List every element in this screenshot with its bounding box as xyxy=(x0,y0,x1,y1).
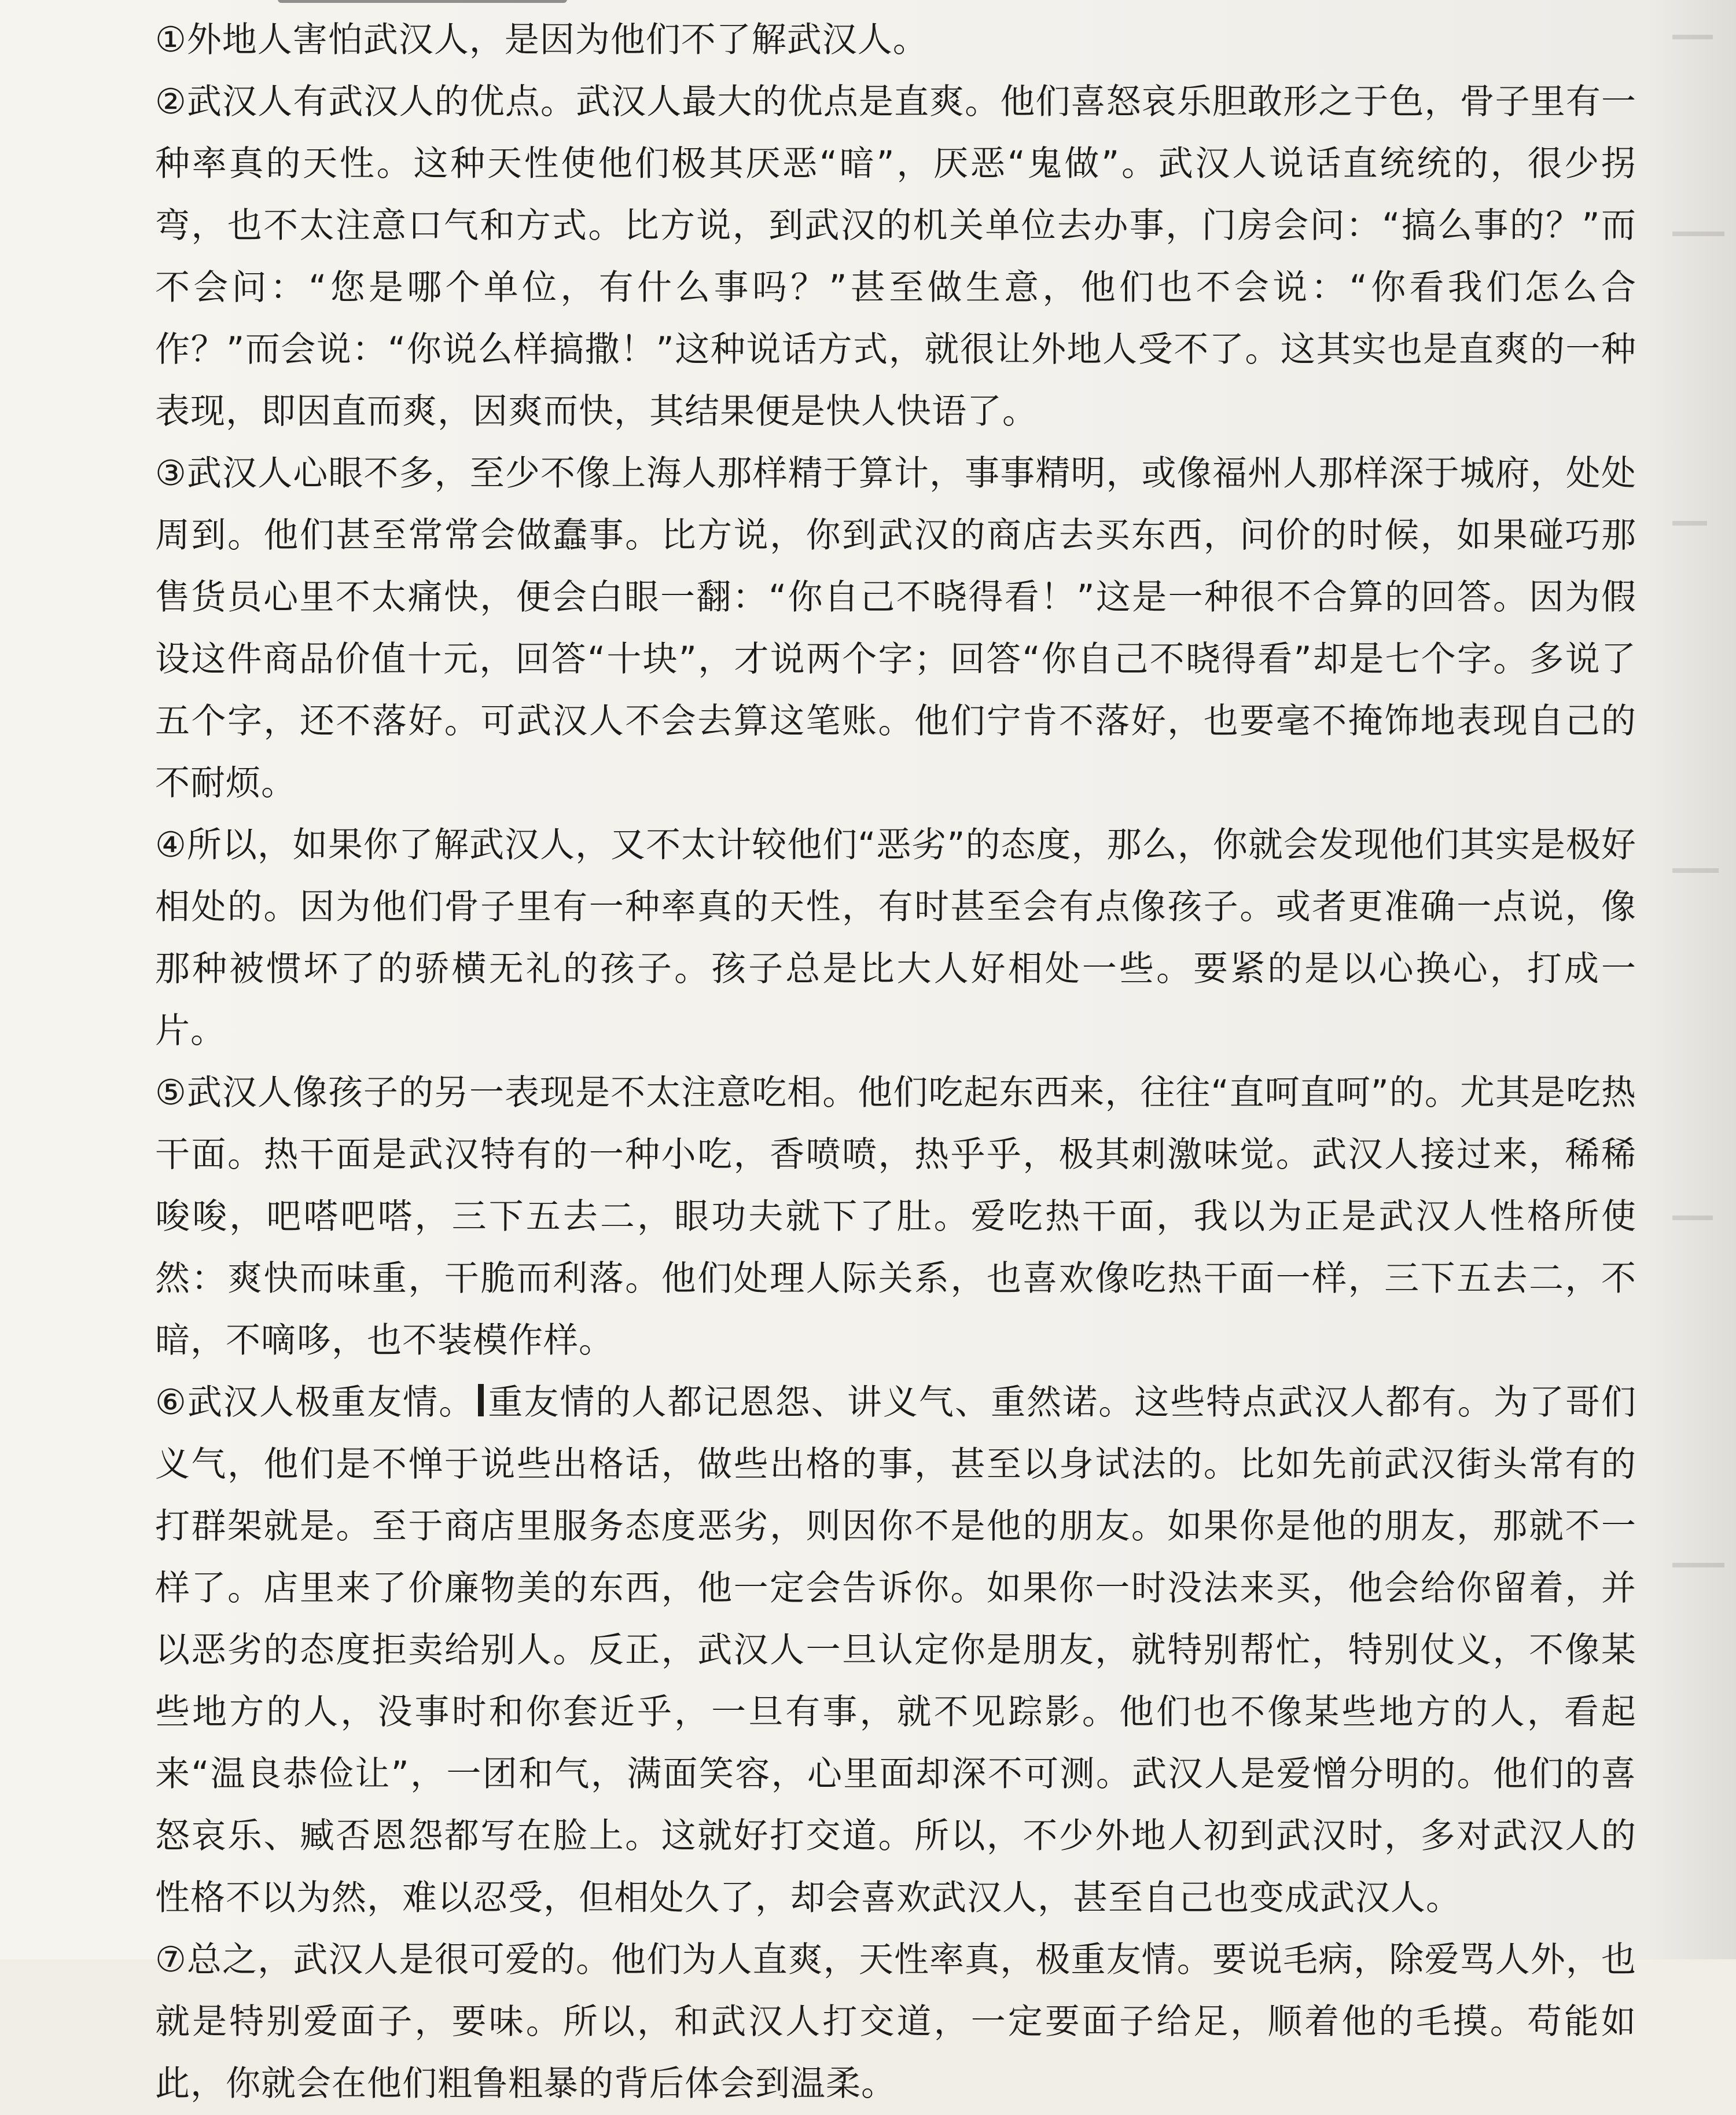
bleed-line xyxy=(1672,868,1719,873)
paragraph-5: ⑤武汉人像孩子的另一表现是不太注意吃相。他们吃起东西来，往往“直呵直呵”的。尤其是吃热干面。热干面是武汉特有的一种小吃，香喷喷，热乎乎，极其刺激味觉。武汉人接过来，稀稀唆唆，吧嗒吧嗒，三下五去二，眼功夫就下了肚。爱吃热干面，我以为正是武汉人性格所使然：爽快而味重，干脆而利落。他们处理人际关系，也喜欢像吃热干面一样，三下五去二，不暗，不嘀哆，也不装模作样。 xyxy=(155,1073,1636,1361)
paragraph-3: ③武汉人心眼不多，至少不像上海人那样精于算计，事事精明，或像福州人那样深于城府，处处周到。他们甚至常常会做蠢事。比方说，你到武汉的商店去买东西，问价的时候，如果碰巧那售货员心里不太痛快，便会白眼一翻：“你自己不晓得看！”这是一种很不合算的回答。因为假设这件商品价值十元，回答“十块”，才说两个字；回答“你自己不晓得看”却是七个字。多说了五个字，还不落好。可武汉人不会去算这笔账。他们宁肯不落好，也要毫不掩饰地表现自己的不耐烦。 xyxy=(155,453,1636,803)
paragraph-6-body: 重友情的人都记恩怨、讲义气、重然诺。这些特点武汉人都有。为了哥们义气，他们是不惮于说些出格话，做些出格的事，甚至以身试法的。比如先前武汉街头常有的打群架就是。至于商店里服务态度恶劣，则因你不是他的朋友。如果你是他的朋友，那就不一样了。店里来了价廉物美的东西，他一定会告诉你。如果你一时没法来买，他会给你留着，并以恶劣的态度拒卖给别人。反正，武汉人一旦认定你是朋友，就特别帮忙，特别仗义，不像某些地方的人，没事时和你套近乎，一旦有事，就不见踪影。他们也不像某些地方的人，看起来“温良恭俭让”，一团和气，满面笑容，心里面却深不可测。武汉人是爱憎分明的。他们的喜怒哀乐、臧否恩怨都写在脸上。这就好打交道。所以，不少外地人初到武汉时，多对武汉人的性格不以为然，难以忍受，但相处久了，却会喜欢武汉人，甚至自己也变成武汉人。 xyxy=(155,1382,1636,1918)
text-cursor-mark xyxy=(478,1384,484,1416)
paragraph-6 xyxy=(155,1372,1636,1929)
paragraph-2: ②武汉人有武汉人的优点。武汉人最大的优点是直爽。他们喜怒哀乐胆敢形之于色，骨子里有一种率真的天性。这种天性使他们极其厌恶“暗”，厌恶“鬼做”。武汉人说话直统统的，很少拐弯，也不太注意口气和方式。比方说，到武汉的机关单位去办事，门房会问：“搞么事的？”而不会问：“您是哪个单位，有什么事吗？”甚至做生意，他们也不会说：“你看我们怎么合作？”而会说：“你说么样搞撒！”这种说话方式，就很让外地人受不了。这其实也是直爽的一种表现，即因直而爽，因爽而快，其结果便是快人快语了。 xyxy=(155,82,1636,432)
article-body xyxy=(155,9,1636,2115)
paragraph-6-lead: ⑥武汉人极重友情。 xyxy=(155,1382,475,1423)
bleed-line xyxy=(1672,1563,1724,1567)
bleed-line xyxy=(1672,232,1724,236)
cropped-heading-fragment xyxy=(278,0,567,3)
paragraph-7: ⑦总之，武汉人是很可爱的。他们为人直爽，天性率真，极重友情。要说毛病，除爱骂人外，也就是特别爱面子，要味。所以，和武汉人打交道，一定要面子给足，顺着他的毛摸。苟能如此，你就会在他们粗鲁粗暴的背后体会到温柔。 xyxy=(155,1940,1636,2104)
bleed-line xyxy=(1672,35,1713,39)
adjacent-page-bleed xyxy=(1649,0,1736,1959)
bleed-line xyxy=(1672,521,1707,526)
paragraph-4: ④所以，如果你了解武汉人，又不太计较他们“恶劣”的态度，那么，你就会发现他们其实是极好相处的。因为他们骨子里有一种率真的天性，有时甚至会有点像孩子。或者更准确一点说，像那种被惯坏了的骄横无礼的孩子。孩子总是比大人好相处一些。要紧的是以心换心，打成一片。 xyxy=(155,825,1636,1051)
bleed-line xyxy=(1672,1216,1713,1220)
paragraph-1: ①外地人害怕武汉人，是因为他们不了解武汉人。 xyxy=(155,20,928,60)
